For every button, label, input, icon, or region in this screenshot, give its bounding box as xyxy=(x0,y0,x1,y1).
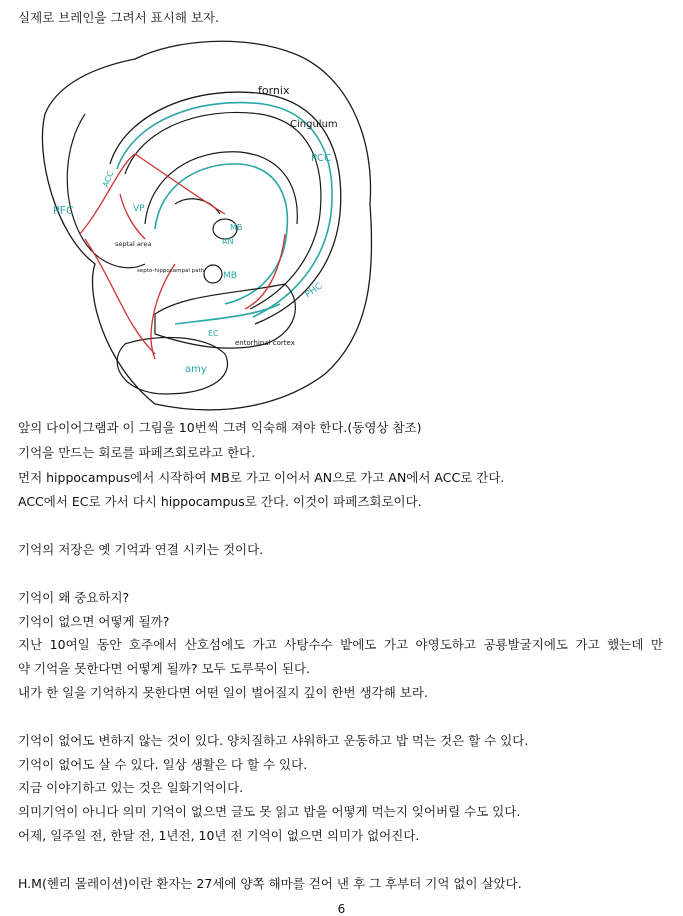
paragraph-16: H.M(헨리 몰레이션)이란 환자는 27세에 양쪽 해마를 걷어 낸 후 그 후부터 기억 없이 살았다. xyxy=(18,876,522,891)
label-septo-hippocampal: septo-hippocampal path xyxy=(137,268,205,274)
label-vp: VP xyxy=(133,204,145,214)
brain-outline xyxy=(42,41,371,410)
page-number: 6 xyxy=(337,902,346,916)
paragraph-15: 어제, 일주일 전, 한달 전, 1년전, 10년 전 기억이 없으면 의미가 없어진다. xyxy=(18,828,420,843)
paragraph-10: 내가 한 일을 기억하지 못한다면 어떤 일이 벌어질지 깊이 한번 생각해 보라. xyxy=(18,685,428,700)
label-pfc: PFC xyxy=(53,204,74,217)
label-acc: ACC xyxy=(101,169,116,189)
paragraph-14: 의미기억이 아니다 의미 기억이 없으면 글도 못 읽고 밥을 어떻게 먹는지 잊어버릴 수도 있다. xyxy=(18,804,521,819)
paragraph-12: 기억이 없어도 살 수 있다. 일상 생활은 다 할 수 있다. xyxy=(18,757,308,772)
label-cingulum: Cingulum xyxy=(290,119,338,130)
paragraph-3: 먼저 hippocampus에서 시작하여 MB로 가고 이어서 AN으로 가고 AN에서 ACC로 간다. xyxy=(18,470,505,485)
brain-papez-circuit-drawing xyxy=(25,34,375,414)
paragraph-4: ACC에서 EC로 가서 다시 hippocampus로 간다. 이것이 파페즈회로이다. xyxy=(18,494,422,509)
paragraph-1: 앞의 다이어그램과 이 그림을 10번씩 그려 익숙해 져야 한다.(동영상 참조) xyxy=(18,420,422,435)
paragraph-2: 기억을 만드는 회로를 파페즈회로라고 한다. xyxy=(18,445,256,460)
paragraph-8: 지난 10여일 동안 호주에서 산호섬에도 가고 사탕수수 밭에도 가고 야영도하고 공룡발굴지에도 가고 했는데 만 xyxy=(18,637,663,652)
label-pcc: PCC xyxy=(311,153,331,164)
paragraph-6: 기억이 왜 중요하지? xyxy=(18,590,130,605)
label-septal-area: septal area xyxy=(115,240,152,248)
fornix-path xyxy=(155,164,287,304)
label-entorhinal: entorhinal cortex xyxy=(235,339,295,347)
paragraph-7: 기억이 없으면 어떻게 될까? xyxy=(18,614,170,629)
cingulum-path xyxy=(117,103,332,317)
paragraph-13: 지금 이야기하고 있는 것은 일화기억이다. xyxy=(18,780,244,795)
label-fornix: fornix xyxy=(258,84,290,97)
label-amy: amy xyxy=(185,364,207,375)
label-mb: MB xyxy=(223,271,237,281)
intro-text: 실제로 브레인을 그려서 표시해 보자. xyxy=(18,10,219,25)
label-phc: PHC xyxy=(303,281,325,301)
label-an: AN xyxy=(222,237,234,246)
paragraph-5: 기억의 저장은 옛 기억과 연결 시키는 것이다. xyxy=(18,542,264,557)
paragraph-9: 약 기억을 못한다면 어떻게 될까? 모두 도루묵이 된다. xyxy=(18,661,310,676)
paragraph-11: 기억이 없어도 변하지 않는 것이 있다. 양치질하고 샤워하고 운동하고 밥 먹는 것은 할 수 있다. xyxy=(18,733,529,748)
label-mb-top: MB xyxy=(230,223,243,232)
label-ec: EC xyxy=(208,329,219,338)
